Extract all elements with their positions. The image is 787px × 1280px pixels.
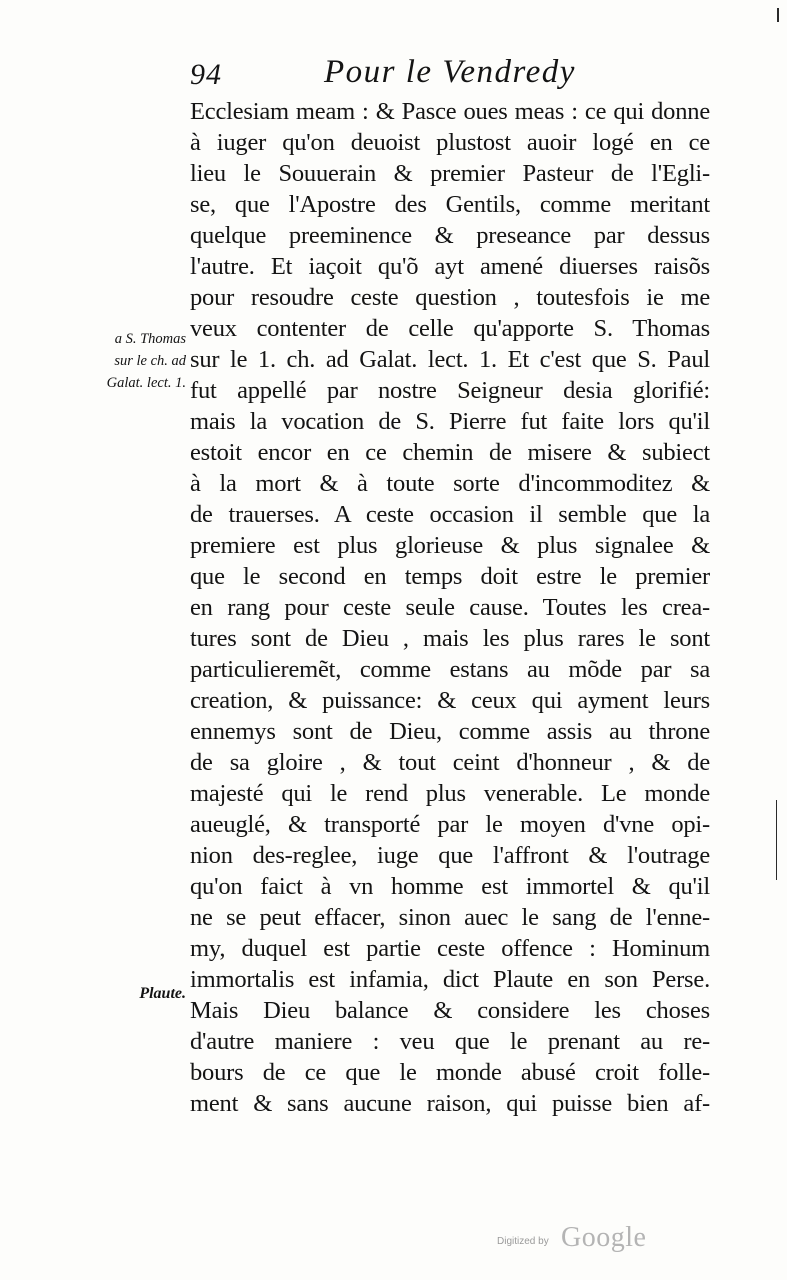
text-line: immortalis est infamia, dict Plaute en son Perse. (190, 966, 710, 993)
text-line: veux contenter de celle qu'apporte S. Thomas (190, 315, 710, 342)
text-line: bours de ce que le monde abusé croit folle- (190, 1059, 710, 1086)
text-line: de trauerses. A ceste occasion il semble que la (190, 501, 710, 528)
margin-note-plaute: Plaute. (139, 985, 186, 1002)
margin-note-line: sur le ch. ad (114, 353, 186, 369)
margin-note-line: a S. Thomas (114, 331, 186, 347)
text-line: particulieremẽt, comme estans au mõde par sa (190, 656, 710, 683)
text-line: Ecclesiam meam : & Pasce oues meas : ce qui donne (190, 98, 710, 125)
text-line: à iuger qu'on deuoist plustost auoir logé en ce (190, 129, 710, 156)
text-line: tures sont de Dieu , mais les plus rares le sont (190, 625, 710, 652)
page-header (190, 54, 710, 98)
text-line: aueuglé, & transporté par le moyen d'vne opi- (190, 811, 710, 838)
text-line: qu'on faict à vn homme est immortel & qu'il (190, 873, 710, 900)
text-line: se, que l'Apostre des Gentils, comme meritant (190, 191, 710, 218)
page-edge-mark (776, 800, 777, 880)
text-line: quelque preeminence & preseance par dessus (190, 222, 710, 249)
text-line: ment & sans aucune raison, qui puisse bien af- (190, 1090, 710, 1117)
margin-note-line: Galat. lect. 1. (106, 375, 186, 391)
margin-note-thomas (58, 328, 186, 394)
google-logo: Google (561, 1222, 647, 1253)
text-line: lieu le Souuerain & premier Pasteur de l'Egli- (190, 160, 710, 187)
text-line: estoit encor en ce chemin de misere & subiect (190, 439, 710, 466)
text-line: ne se peut effacer, sinon auec le sang de l'enne- (190, 904, 710, 931)
text-line: my, duquel est partie ceste offence : Hominum (190, 935, 710, 962)
text-line: Mais Dieu balance & considere les choses (190, 997, 710, 1024)
text-line: sur le 1. ch. ad Galat. lect. 1. Et c'est que S. Paul (190, 346, 710, 373)
text-line: fut appellé par nostre Seigneur desia glorifié: (190, 377, 710, 404)
text-line: pour resoudre ceste question , toutesfois ie me (190, 284, 710, 311)
text-line: mais la vocation de S. Pierre fut faite lors qu'il (190, 408, 710, 435)
text-line: à la mort & à toute sorte d'incommoditez & (190, 470, 710, 497)
text-line: de sa gloire , & tout ceint d'honneur , & de (190, 749, 710, 776)
text-line: d'autre maniere : veu que le prenant au re- (190, 1028, 710, 1055)
text-line: l'autre. Et iaçoit qu'õ ayt amené diuerses raisõs (190, 253, 710, 280)
text-line: en rang pour ceste seule cause. Toutes les crea- (190, 594, 710, 621)
body-text (190, 96, 710, 1119)
text-line: que le second en temps doit estre le premier (190, 563, 710, 590)
text-line: premiere est plus glorieuse & plus signalee & (190, 532, 710, 559)
text-line: majesté qui le rend plus venerable. Le monde (190, 780, 710, 807)
running-head: Pour le Vendredy (324, 54, 576, 90)
page-number: 94 (190, 58, 222, 91)
text-line: creation, & puissance: & ceux qui ayment leurs (190, 687, 710, 714)
digitized-by-label: Digitized by (497, 1236, 549, 1247)
google-watermark (497, 1222, 697, 1258)
text-line: ennemys sont de Dieu, comme assis au throne (190, 718, 710, 745)
text-line: nion des-reglee, iuge que l'affront & l'outrage (190, 842, 710, 869)
page-edge-mark (777, 8, 779, 22)
